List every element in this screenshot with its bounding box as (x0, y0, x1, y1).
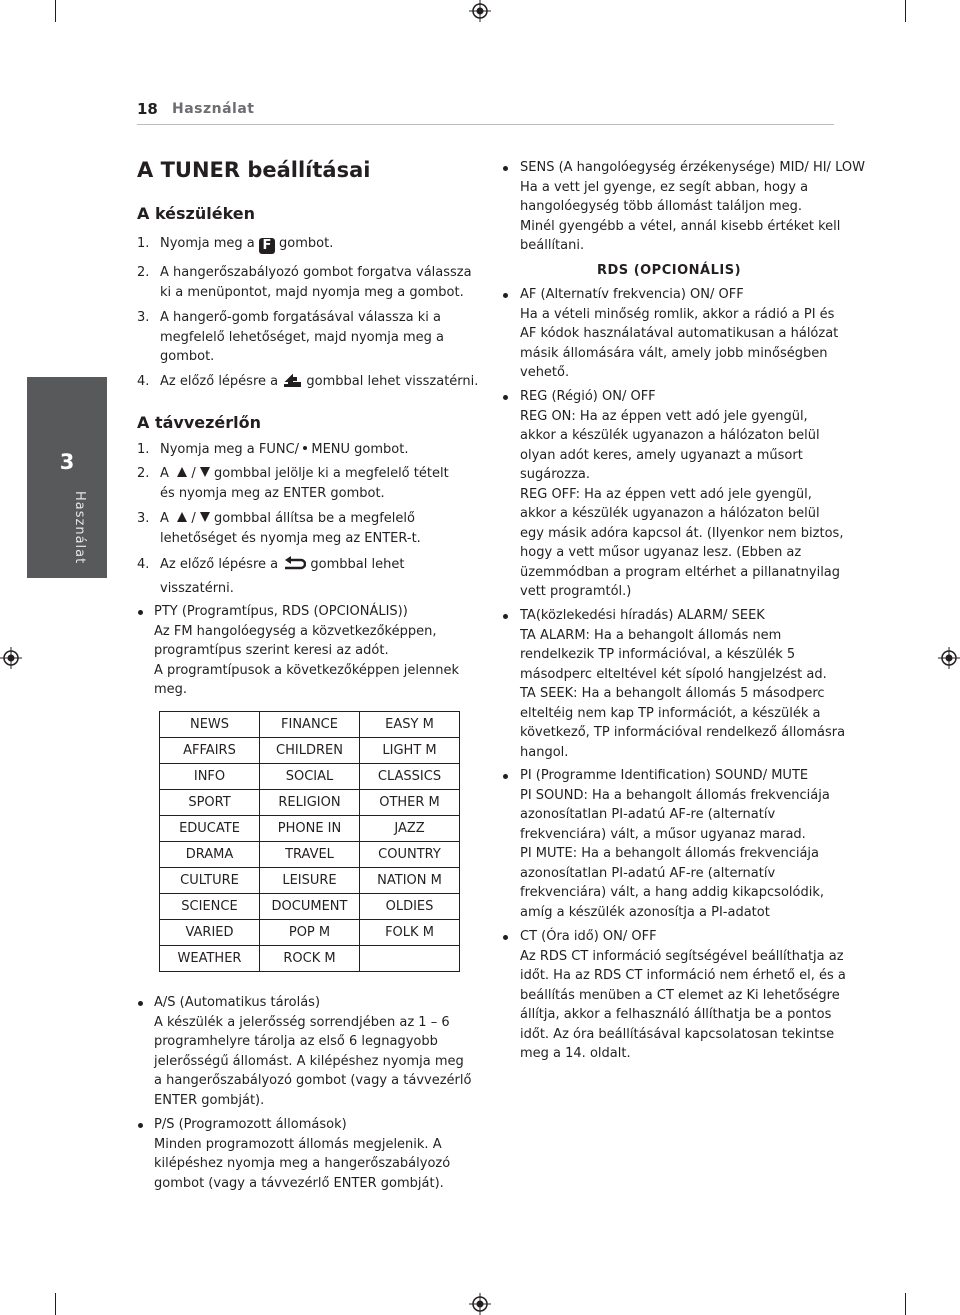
bullet-dot (503, 935, 508, 940)
crop-mark (55, 0, 56, 22)
device-step-1: 1. Nyomja meg a F gombot. (137, 236, 334, 253)
table-cell: NATION M (360, 868, 460, 894)
device-heading: A készüléken (137, 204, 256, 223)
bullet-dot (503, 395, 508, 400)
table-cell: JAZZ (360, 816, 460, 842)
page-title: A TUNER beállításai (137, 158, 371, 182)
table-cell: LEISURE (260, 868, 360, 894)
page-number: 18 (137, 100, 158, 118)
up-arrow-icon (177, 512, 187, 522)
table-cell: NEWS (160, 712, 260, 738)
table-cell: RELIGION (260, 790, 360, 816)
remote-step-2: 2. A / gombbal jelölje ki a megfelelő tételt és nyomja meg az ENTER gombot. (137, 466, 449, 501)
table-cell: ROCK M (260, 946, 360, 972)
table-row (160, 894, 460, 920)
up-arrow-icon (177, 467, 187, 477)
bullet-dot (138, 1123, 143, 1128)
registration-mark-icon (469, 0, 491, 22)
down-arrow-icon (200, 467, 210, 477)
table-cell: OTHER M (360, 790, 460, 816)
crop-mark (905, 0, 906, 22)
table-cell: INFO (160, 764, 260, 790)
table-cell: EASY M (360, 712, 460, 738)
remote-step-1: 1. Nyomja meg a FUNC/ MENU gombot. (137, 442, 409, 457)
table-cell: CULTURE (160, 868, 260, 894)
table-row (160, 920, 460, 946)
table-cell: AFFAIRS (160, 738, 260, 764)
down-arrow-icon (200, 512, 210, 522)
table-cell: CHILDREN (260, 738, 360, 764)
table-cell: POP M (260, 920, 360, 946)
table-cell: OLDIES (360, 894, 460, 920)
bullet-icon (303, 446, 307, 450)
back-icon (282, 373, 302, 387)
table-cell: FOLK M (360, 920, 460, 946)
bullet-dot (503, 614, 508, 619)
table-row (160, 712, 460, 738)
sens-section: SENS (A hangolóegység érzékenysége) MID/ HI/ LOW Ha a vett jel gyenge, ez segít abban, hogy a hangolóegység több állomást találjon meg. Minél gyengébb a vétel, annál kisebb értéket kell beállítani. (520, 160, 865, 253)
table-cell: SOCIAL (260, 764, 360, 790)
ta-section: TA(közlekedési híradás) ALARM/ SEEK TA ALARM: Ha a behangolt állomás nem rendelkezik TP információval, a készülék 5 másodperc elteltével két sípoló hangjelzést ad. TA SEEK: Ha a behangolt állomás 5 másodperc elteltéig nem kap TP információt, a készülék a következő, TP információval rendelkező állomásra hangol. (520, 608, 846, 760)
rds-heading: RDS (OPCIONÁLIS) (597, 263, 742, 278)
table-row (160, 946, 460, 972)
table-cell (360, 946, 460, 972)
remote-step-4: 4. Az előző lépésre a gombbal lehet visszatérni. (137, 557, 405, 596)
table-cell: COUNTRY (360, 842, 460, 868)
chapter-number: 3 (59, 450, 75, 474)
page-header (137, 100, 834, 125)
bullet-dot (138, 610, 143, 615)
bullet-dot (138, 1001, 143, 1006)
table-row (160, 816, 460, 842)
registration-mark-icon (469, 1293, 491, 1315)
table-cell: EDUCATE (160, 816, 260, 842)
remote-step-3: 3. A / gombbal állítsa be a megfelelő lehetőséget és nyomja meg az ENTER-t. (137, 511, 421, 546)
reg-section: REG (Régió) ON/ OFF REG ON: Ha az éppen vett adó jele gyengül, akkor a készülék ugyanazon a hálózaton belül olyan adót keres, amely ugyanazt a műsort sugározza. REG OFF: Ha az éppen vett adó jele gyengül, akkor a készülék ugyanazon a hálózaton belül egy másik adóra kapcsol át. (Ilyenkor nem biztos, hogy a vett műsor ugyanaz lesz. (Ebben az üzemmódban a program eltérhet a pillanatnyilag vett programtól.) (520, 389, 844, 599)
table-cell: SCIENCE (160, 894, 260, 920)
bullet-dot (503, 774, 508, 779)
table-row (160, 738, 460, 764)
table-cell: DOCUMENT (260, 894, 360, 920)
crop-mark (905, 1293, 906, 1315)
device-step-2: 2. A hangerőszabályozó gombot forgatva válassza ki a menüpontot, majd nyomja meg a gombot. (137, 265, 472, 300)
device-step-3: 3. A hangerő-gomb forgatásával válassza ki a megfelelő lehetőséget, majd nyomja meg a gombot. (137, 310, 444, 364)
table-cell: DRAMA (160, 842, 260, 868)
pty-section: PTY (Programtípus, RDS (OPCIONÁLIS)) Az FM hangolóegység a közvetkezőképpen, programtípus szerint keresi az adót. A programtípusok a következőképpen jelennek meg. (154, 604, 460, 697)
table-cell: CLASSICS (360, 764, 460, 790)
crop-mark (55, 1293, 56, 1315)
table-row (160, 868, 460, 894)
table-cell: VARIED (160, 920, 260, 946)
remote-heading: A távvezérlőn (137, 413, 262, 432)
return-icon (282, 555, 306, 571)
chapter-label: Használat (72, 491, 87, 565)
table-row (160, 842, 460, 868)
chapter-tab (27, 377, 107, 578)
table-cell: PHONE IN (260, 816, 360, 842)
registration-mark-icon (0, 647, 22, 669)
ps-section: P/S (Programozott állomások) Minden programozott állomás megjelenik. A kilépéshez nyomja meg a hangerőszabályozó gombot (vagy a távvezérlő ENTER gombját). (154, 1117, 451, 1191)
table-row (160, 764, 460, 790)
registration-mark-icon (938, 647, 960, 669)
table-row (160, 790, 460, 816)
device-step-4: 4. Az előző lépésre a gombbal lehet visszatérni. (137, 374, 479, 389)
pi-section: PI (Programme Identification) SOUND/ MUTE PI SOUND: Ha a behangolt állomás frekvenciája azonosítatlan PI-adatú AF-re (alternatív frekvenciára) vált, a műsor ugyanaz marad. PI MUTE: Ha a behangolt állomás frekvenciája azonosítatlan PI-adatú AF-re (alternatív frekvenciára) vált, a hang addig kikapcsolódik, amíg a készülék azonosítja a PI-adatot (520, 768, 830, 920)
table-cell: TRAVEL (260, 842, 360, 868)
table-cell: SPORT (160, 790, 260, 816)
ct-section: CT (Óra idő) ON/ OFF Az RDS CT információ segítségével beállíthatja az időt. Ha az RDS CT információ nem érhető el, és a beállítás menüben a CT elemet az Ki lehetőségre állítja, akkor a felhasználó állíthatja be a pontos időt. Az óra beállításával kapcsolatosan tekintse meg a 14. oldalt. (520, 929, 846, 1061)
table-cell: WEATHER (160, 946, 260, 972)
table-cell: LIGHT M (360, 738, 460, 764)
function-button-icon: F (259, 238, 275, 254)
bullet-dot (503, 166, 508, 171)
header-section-name: Használat (172, 101, 255, 117)
bullet-dot (503, 293, 508, 298)
as-section: A/S (Automatikus tárolás) A készülék a jelerősség sorrendjében az 1 – 6 programhelyre tárolja az első 6 legnagyobb jelerősségű állomást. A kilépéshez nyomja meg a hangerőszabályozó gombot (vagy a távvezérlő ENTER gombját). (154, 995, 472, 1108)
af-section: AF (Alternatív frekvencia) ON/ OFF Ha a vételi minőség romlik, akkor a rádió a PI és AF kódok használatával automatikusan a hálózat másik állomására vált, amely jobb minőségben vehető. (520, 287, 839, 380)
program-type-table (159, 711, 460, 972)
table-cell: FINANCE (260, 712, 360, 738)
